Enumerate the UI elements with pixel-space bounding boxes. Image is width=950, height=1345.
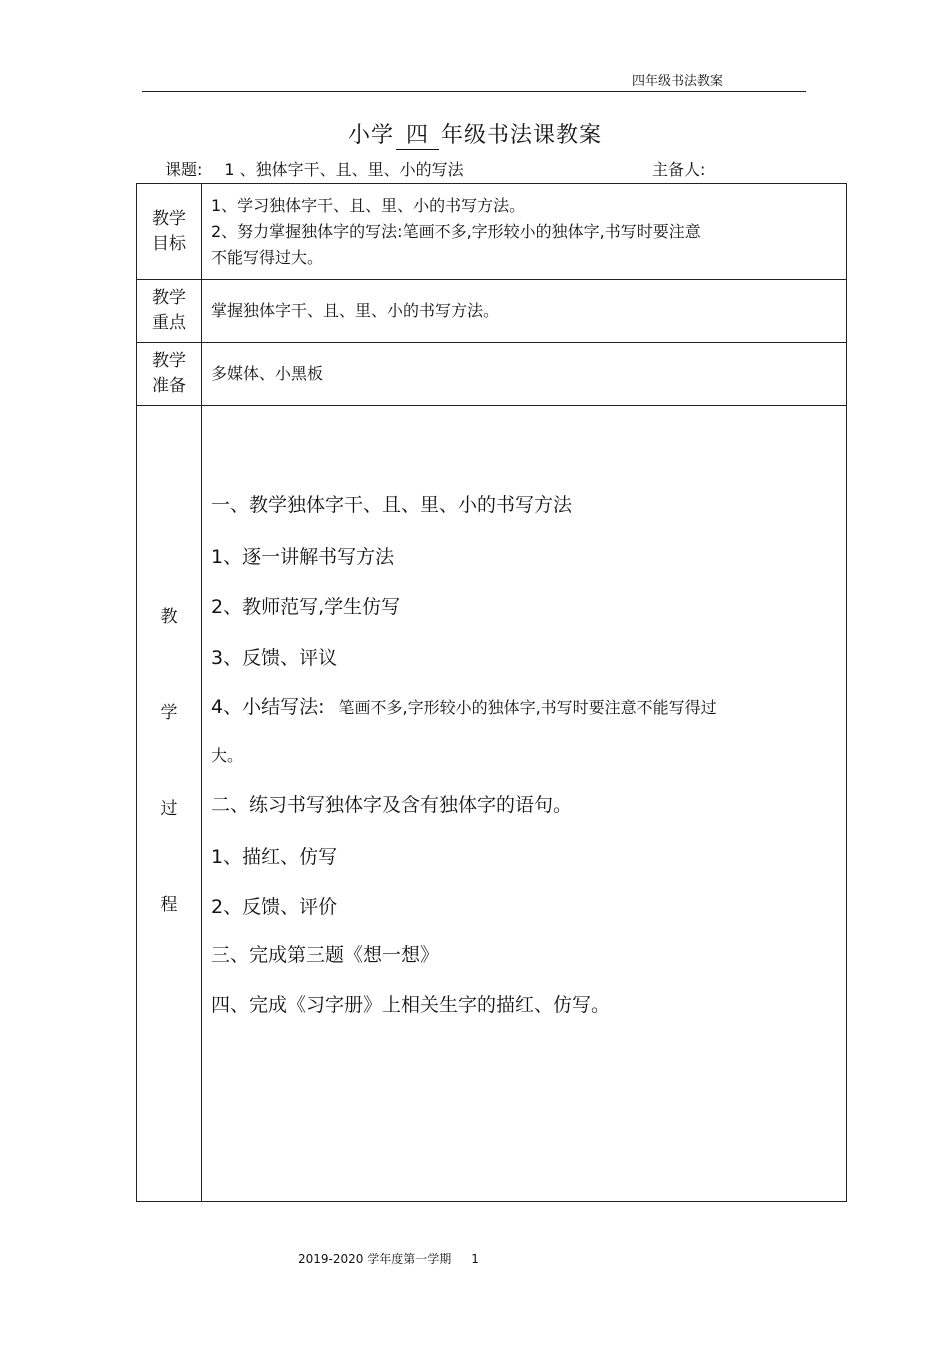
header-rule <box>142 91 806 92</box>
footer-term: 2019-2020 学年度第一学期 <box>298 1252 452 1266</box>
process-label-char-4: 程 <box>160 895 178 915</box>
document-title <box>0 118 950 150</box>
goals-label: 教学 目标 <box>137 184 202 280</box>
subject-line <box>165 157 464 180</box>
lesson-plan-table <box>136 183 847 1202</box>
process-item-1-4 <box>211 692 717 719</box>
preparation-row <box>137 343 847 406</box>
process-item-1-4-cont: 大。 <box>211 746 244 765</box>
process-item-1-3: 3、反馈、评议 <box>211 647 338 669</box>
summary-prefix: 4、小结写法: <box>211 696 325 718</box>
key-points-label: 教学 重点 <box>137 280 202 343</box>
key-points-content: 掌握独体字干、且、里、小的书写方法。 <box>202 280 847 343</box>
subject-label: 课题: <box>165 160 203 179</box>
process-item-1-1: 1、逐一讲解书写方法 <box>211 546 395 568</box>
goals-row <box>137 184 847 280</box>
page-header-text: 四年级书法教案 <box>632 74 724 89</box>
process-item-3: 三、完成第三题《想一想》 <box>211 944 440 966</box>
page-number: 1 <box>471 1252 479 1266</box>
preparation-content: 多媒体、小黑板 <box>202 343 847 406</box>
process-item-1: 一、教学独体字干、且、里、小的书写方法 <box>211 494 573 516</box>
process-item-2-2: 2、反馈、评价 <box>211 896 338 918</box>
process-item-1-2: 2、教师范写,学生仿写 <box>211 596 401 618</box>
goal-line-1: 1、学习独体字干、且、里、小的书写方法。 <box>211 195 526 215</box>
process-item-2-1: 1、描红、仿写 <box>211 846 338 868</box>
summary-text: 笔画不多,字形较小的独体字,书写时要注意不能写得过 <box>338 698 717 717</box>
title-grade: 四 <box>396 123 439 150</box>
page-footer <box>298 1250 479 1267</box>
preparation-label: 教学 准备 <box>137 343 202 406</box>
preparer-label: 主备人: <box>652 160 706 179</box>
process-item-2: 二、练习书写独体字及含有独体字的语句。 <box>211 794 573 816</box>
title-prefix: 小学 <box>347 123 394 148</box>
process-label-char-3: 过 <box>160 799 178 819</box>
subject-value: 1 、独体字干、且、里、小的写法 <box>224 160 464 179</box>
process-label-char-2: 学 <box>160 703 178 723</box>
process-label <box>137 406 202 1202</box>
process-content <box>202 406 847 1202</box>
goal-line-3: 不能写得过大。 <box>211 247 324 267</box>
key-points-row <box>137 280 847 343</box>
process-label-char-1: 教 <box>160 607 178 627</box>
goals-content <box>202 184 847 280</box>
process-item-4: 四、完成《习字册》上相关生字的描红、仿写。 <box>211 994 611 1016</box>
title-suffix: 年级书法课教案 <box>441 123 603 148</box>
process-row <box>137 406 847 1202</box>
goal-line-2: 2、努力掌握独体字的写法:笔画不多,字形较小的独体字,书写时要注意 <box>211 221 701 241</box>
